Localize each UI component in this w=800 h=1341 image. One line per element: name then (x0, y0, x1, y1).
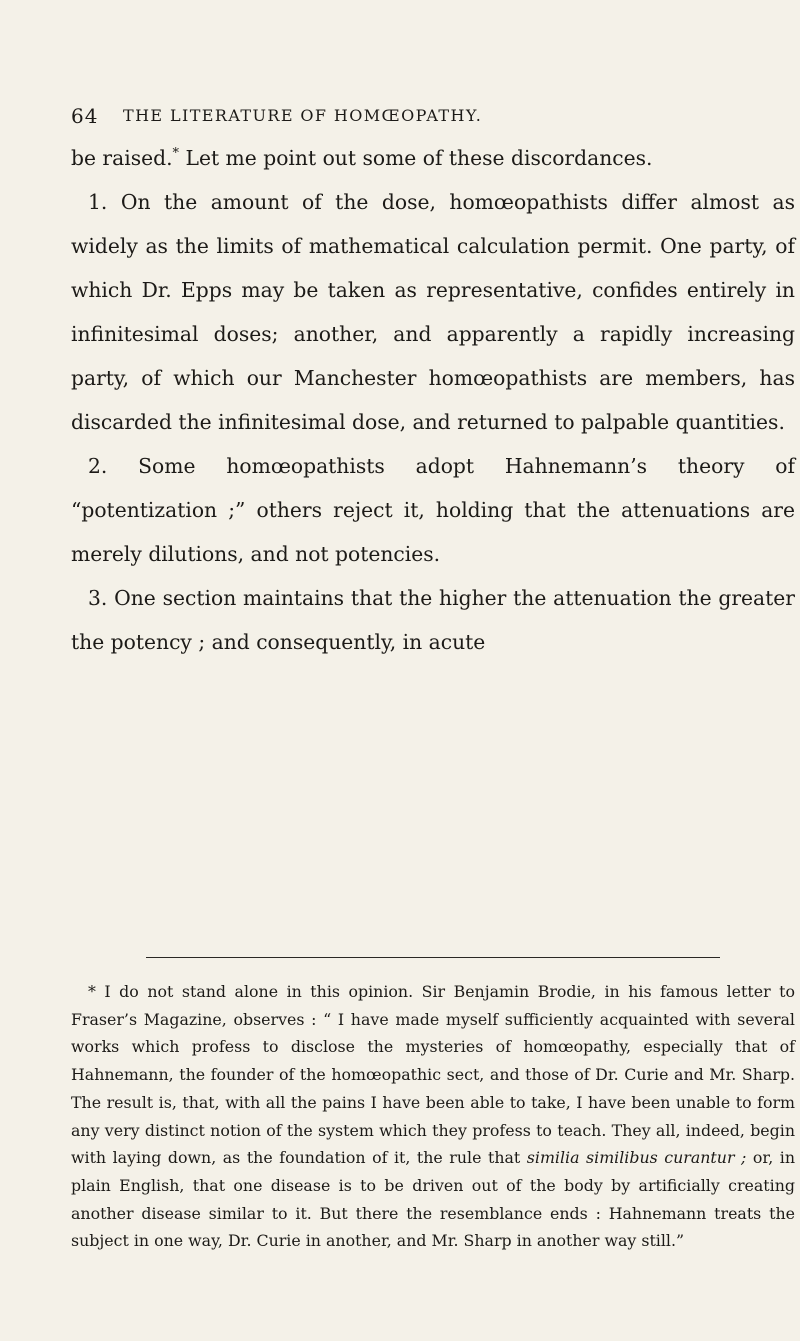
paragraph-continuation-rest: Let me point out some of these discordances. (179, 146, 653, 170)
footnote-latin-phrase: similia similibus curantur ; (526, 1148, 747, 1168)
footnote-part-1: * I do not stand alone in this opinion. Sir Benjamin Brodie, in his famous letter to Fraser’s Magazine, observes : “ I have made myself sufficiently acquainted with several works which profess to disclose the mysteries of homœopathy, especially that of Hahnemann, the founder of the homœopathic sect, and those of Dr. Curie and Mr. Sharp. The result is, that, with all the pains I have been able to take, I have been unable to form any very distinct notion of the system which they profess to teach. They all, indeed, begin with laying down, as the foundation of it, the rule that (71, 982, 795, 1168)
footnote-marker: * (172, 146, 180, 162)
paragraph-3: 3. One section maintains that the higher the attenuation the greater the potency ; and consequently, in acute (71, 586, 795, 654)
page-number: 64 (71, 104, 99, 128)
paragraph-continuation (71, 136, 795, 180)
footnote-part-2: or, in plain English, that one disease is to be driven out of the body by artificially creating another disease similar to it. But there the resemblance ends : Hahnemann treats the subject in one way, Dr. Curie in another, and Mr. Sharp in another way still.” (71, 1148, 795, 1251)
footnote (71, 978, 795, 1255)
paragraph-2: 2. Some homœopathists adopt Hahnemann’s theory of “potentization ;” others reject it, holding that the attenuations are merely dilutions, and not potencies. (71, 454, 795, 566)
paragraph-1: 1. On the amount of the dose, homœopathists differ almost as widely as the limits of mathematical calculation permit. One party, of which Dr. Epps may be taken as representative, confides entirely in infinitesimal doses; another, and apparently a rapidly increasing party, of which our Manchester homœopathists are members, has discarded the infinitesimal dose, and returned to palpable quantities. (71, 190, 795, 434)
footnote-divider (146, 957, 720, 958)
paragraph-continuation-text: be raised. (71, 146, 173, 170)
footnote-text (71, 978, 795, 1255)
running-head (71, 104, 771, 134)
main-text (71, 136, 795, 664)
running-title: THE LITERATURE OF HOMŒOPATHY. (123, 106, 483, 125)
